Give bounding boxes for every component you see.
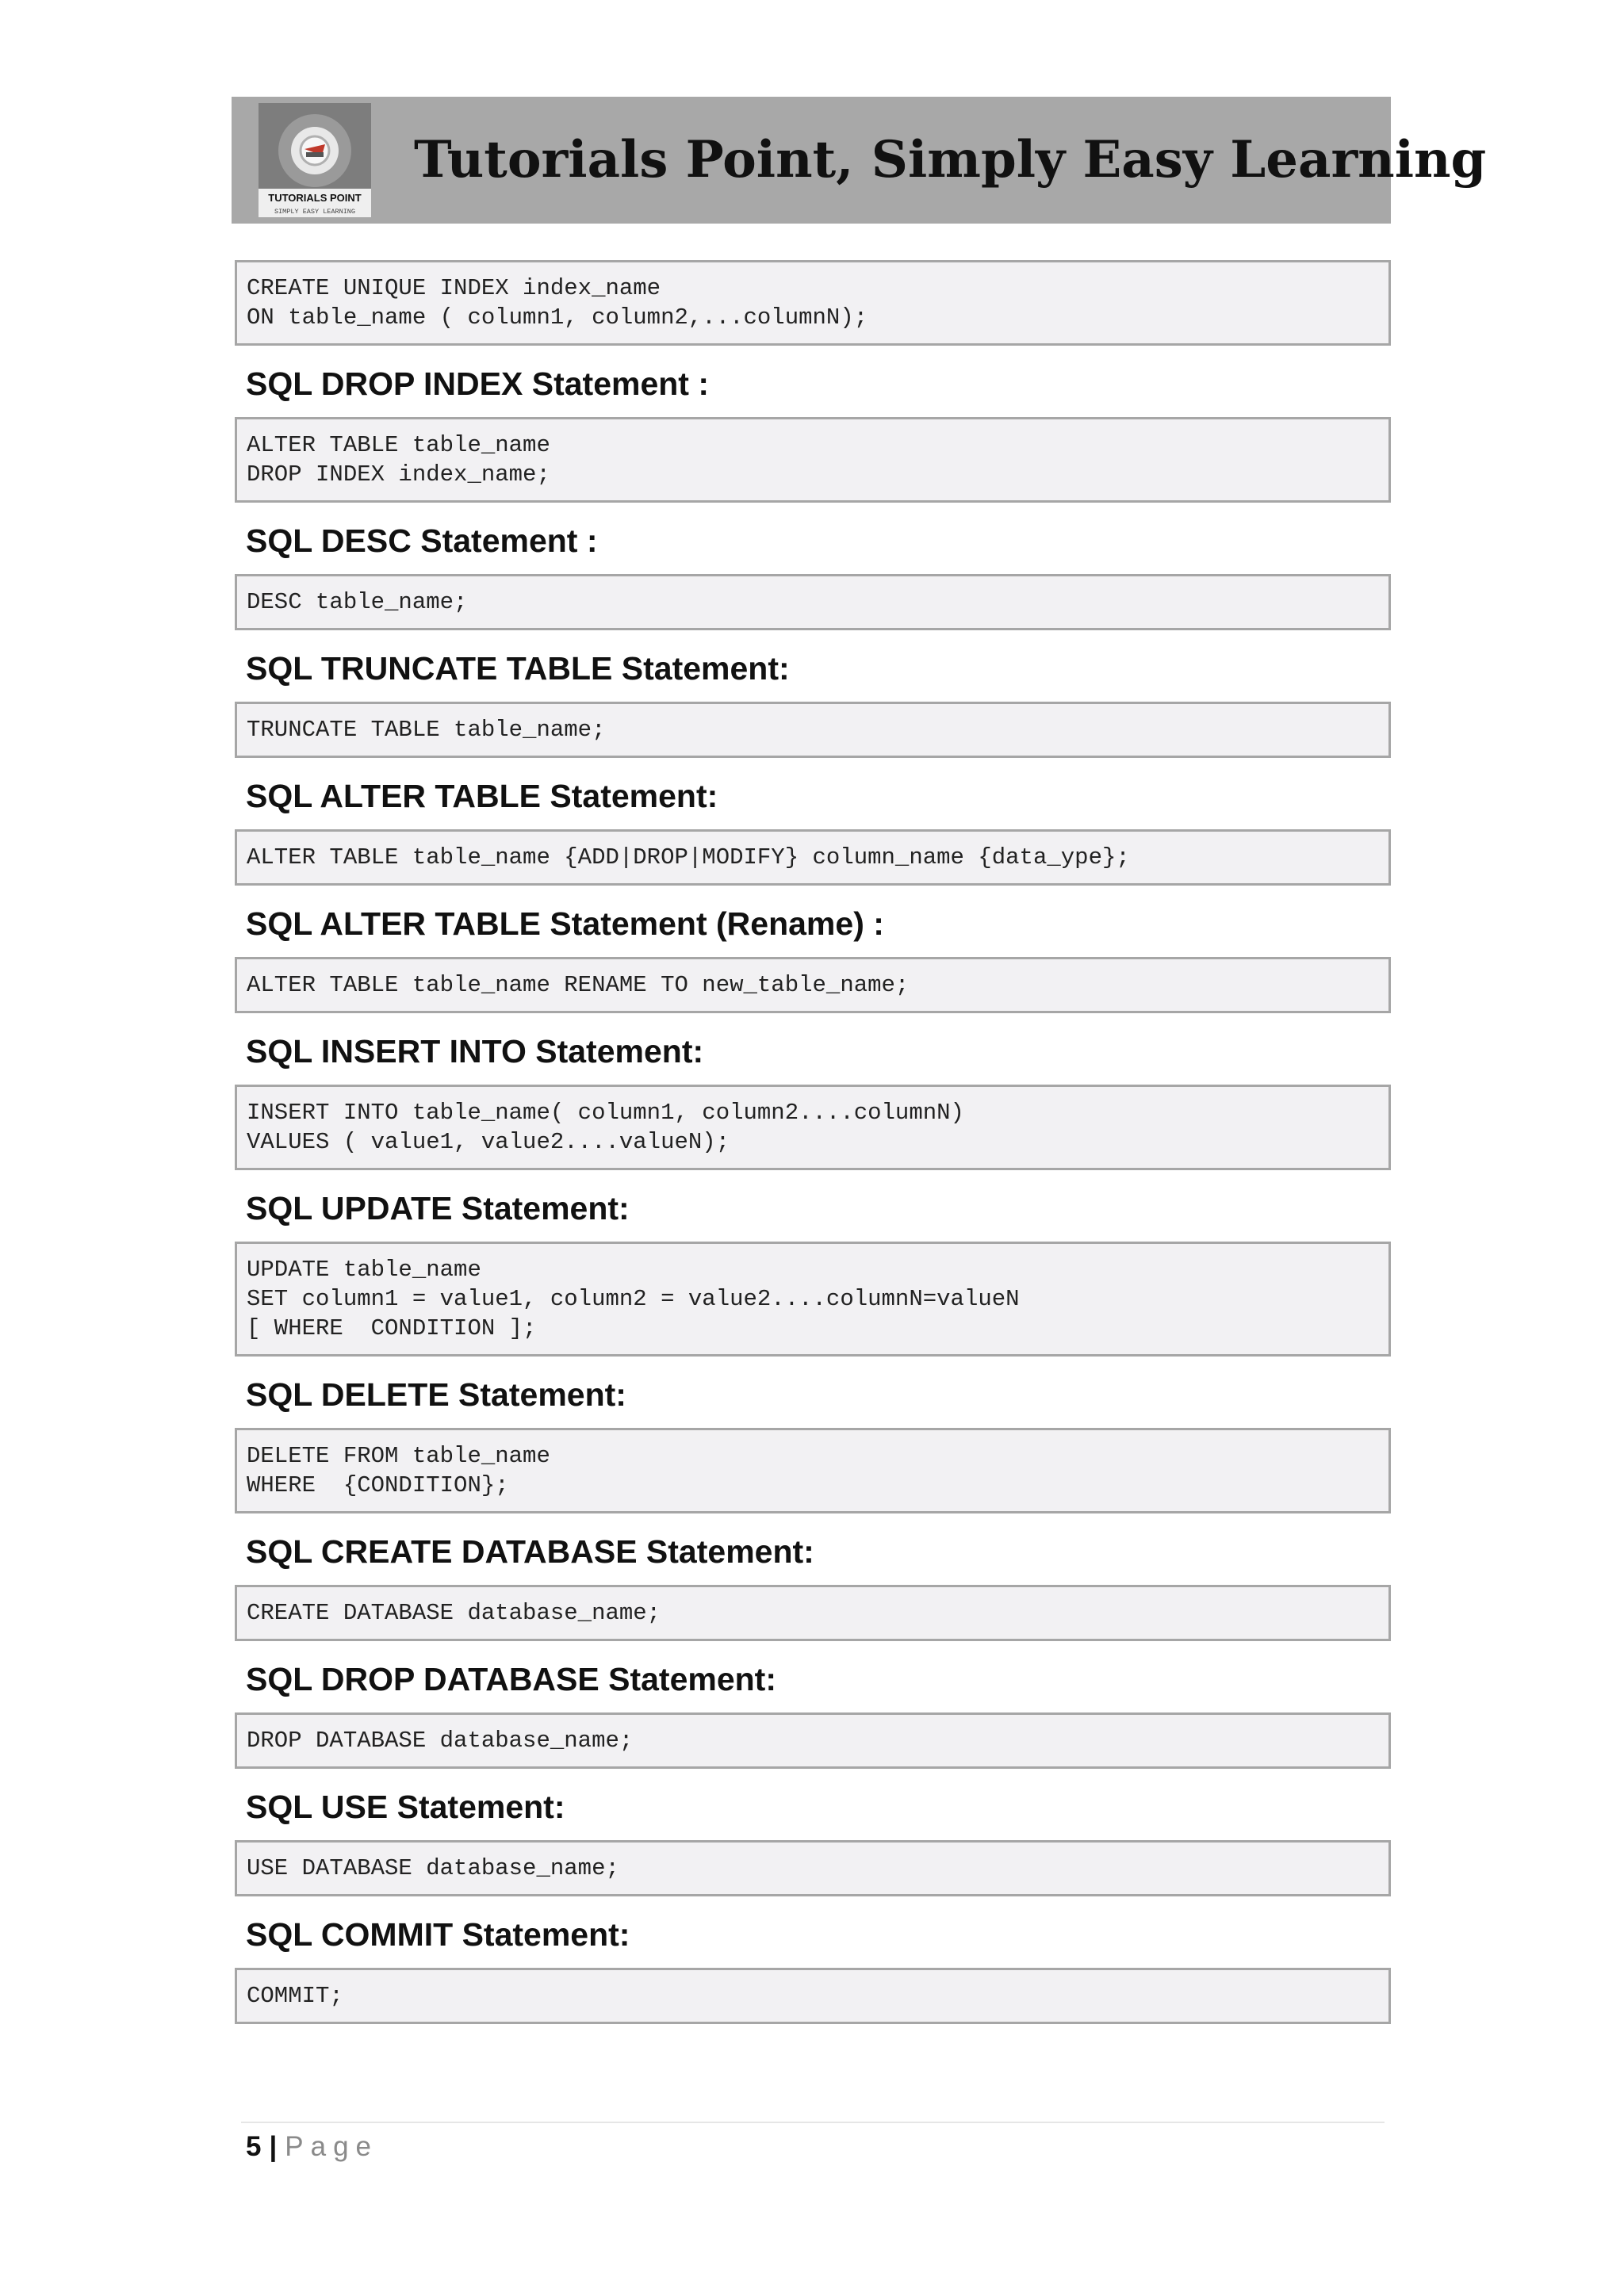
header-title: Tutorials Point, Simply Easy Learning [414,130,1487,189]
page-number: 5 [246,2131,262,2162]
page-footer [246,2130,378,2164]
footer-separator: | [269,2131,278,2162]
code-block-drop-index: ALTER TABLE table_name DROP INDEX index_name; [235,417,1391,503]
section-heading-delete: SQL DELETE Statement: [246,1376,626,1413]
footer-divider [241,2122,1385,2123]
logo-graphic [259,103,371,217]
code-block-truncate-table: TRUNCATE TABLE table_name; [235,702,1391,758]
code-block-desc: DESC table_name; [235,574,1391,630]
logo-tagline: SIMPLY EASY LEARNING [274,208,356,216]
code-block-alter-table: ALTER TABLE table_name {ADD|DROP|MODIFY} column_name {data_ype}; [235,829,1391,886]
logo-wordmark: TUTORIALS POINT [268,192,362,204]
tutorials-point-logo [259,103,371,217]
section-heading-alter-table: SQL ALTER TABLE Statement: [246,778,718,814]
section-heading-drop-database: SQL DROP DATABASE Statement: [246,1661,776,1697]
section-heading-insert-into: SQL INSERT INTO Statement: [246,1033,704,1070]
section-heading-update: SQL UPDATE Statement: [246,1190,630,1226]
code-block-insert-into: INSERT INTO table_name( column1, column2....columnN) VALUES ( value1, value2....valueN); [235,1085,1391,1170]
section-heading-desc: SQL DESC Statement : [246,522,598,559]
section-heading-truncate-table: SQL TRUNCATE TABLE Statement: [246,650,790,687]
code-block-update: UPDATE table_name SET column1 = value1, column2 = value2....columnN=valueN [ WHERE CONDITION ]; [235,1242,1391,1357]
code-block-create-unique-index: CREATE UNIQUE INDEX index_name ON table_name ( column1, column2,...columnN); [235,260,1391,346]
code-block-delete: DELETE FROM table_name WHERE {CONDITION}; [235,1428,1391,1513]
code-block-drop-database: DROP DATABASE database_name; [235,1712,1391,1769]
section-heading-create-database: SQL CREATE DATABASE Statement: [246,1533,814,1570]
section-heading-use: SQL USE Statement: [246,1789,565,1825]
page-header [232,97,1487,224]
section-heading-alter-table-rename: SQL ALTER TABLE Statement (Rename) : [246,905,884,942]
code-block-commit: COMMIT; [235,1968,1391,2024]
section-heading-drop-index: SQL DROP INDEX Statement : [246,365,709,402]
content-area [235,260,1391,2024]
section-heading-commit: SQL COMMIT Statement: [246,1916,630,1953]
page-label: Page [285,2131,379,2162]
code-block-use: USE DATABASE database_name; [235,1840,1391,1896]
code-block-create-database: CREATE DATABASE database_name; [235,1585,1391,1641]
code-block-alter-table-rename: ALTER TABLE table_name RENAME TO new_table_name; [235,957,1391,1013]
